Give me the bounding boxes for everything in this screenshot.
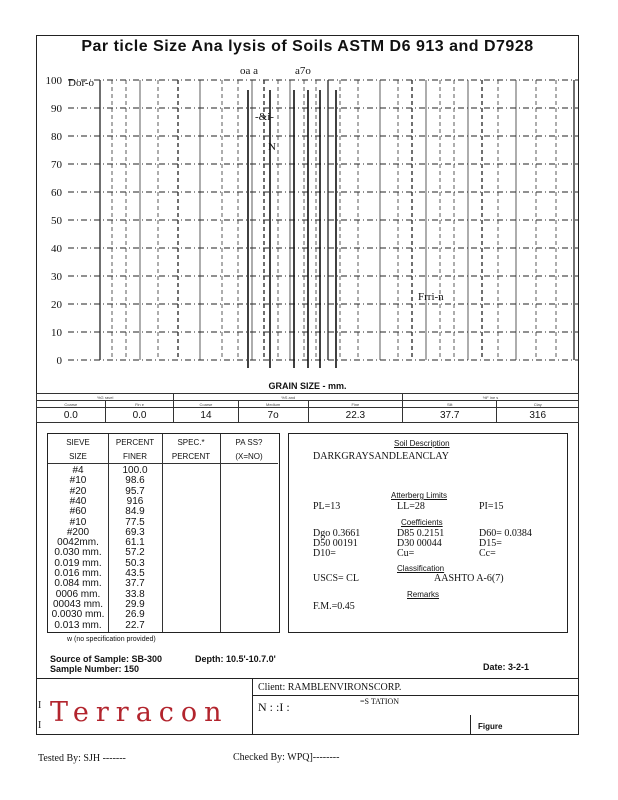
gravel-header: %G ravel xyxy=(37,394,174,401)
percent-finer: 57.2 xyxy=(125,547,145,559)
percent-finer: 916 xyxy=(126,495,144,507)
medium-sand-label: Medium xyxy=(238,401,308,408)
y-tick-label: 60 xyxy=(51,187,62,199)
fine-gravel-label: Fin e xyxy=(105,401,174,408)
percent-finer: 100.0 xyxy=(122,465,148,476)
percent-finer: 77.5 xyxy=(125,516,145,528)
coefficient-value: D60= 0.0384 xyxy=(479,528,532,539)
logo-mark-top: I xyxy=(38,700,42,711)
silt-value: 37.7 xyxy=(403,408,497,423)
sieve-size: 0.019 mm. xyxy=(54,557,102,569)
tested-by: Tested By: SJH ------- xyxy=(38,753,126,764)
y-tick-label: 70 xyxy=(51,159,62,171)
aashto-classification: AASHTO A-6(7) xyxy=(434,573,504,584)
percent-finer: 22.7 xyxy=(125,619,145,631)
sieve-size: #10 xyxy=(69,475,87,487)
clay-label: Clay xyxy=(497,401,579,408)
coefficient-value: Cc= xyxy=(479,548,496,559)
gradation-summary-table xyxy=(36,393,579,423)
sieve-size: 00043 mm. xyxy=(52,598,104,610)
sample-number: Sample Number: 150 xyxy=(50,664,140,674)
sample-depth: Depth: 10.5'-10.7.0' xyxy=(195,654,276,664)
client-rule xyxy=(252,695,579,696)
coefficient-value: Cu= xyxy=(397,548,415,559)
sieve-size: 0042mm. xyxy=(57,537,99,549)
coefficient-value: D30 00044 xyxy=(397,538,442,549)
finer-header: FINER xyxy=(123,452,147,461)
soil-description-label: Soil Description xyxy=(394,439,450,448)
medium-sand-value: 7o xyxy=(238,408,308,423)
y-tick-label: 90 xyxy=(51,103,62,115)
report-title: Par ticle Size Ana lysis of Soils ASTM D6 913 and D7928 xyxy=(81,38,534,55)
y-tick-label: 0 xyxy=(56,355,62,367)
coefficient-value: D85 0.2151 xyxy=(397,528,445,539)
spec-percent-header: PERCENT xyxy=(171,452,211,461)
footer-divider xyxy=(252,678,253,735)
uscs-classification: USCS= CL xyxy=(313,573,359,584)
fineness-modulus: F.M.=0.45 xyxy=(313,601,355,612)
spec-footnote: w (no specification provided) xyxy=(67,636,156,643)
header-rule xyxy=(48,463,278,464)
y-tick-label: 30 xyxy=(51,271,62,283)
coefficient-value: Dgo 0.3661 xyxy=(313,528,361,539)
sample-date: Date: 3-2-1 xyxy=(483,662,530,672)
sieve-header: SIEVE xyxy=(66,438,90,447)
figure-label: Figure xyxy=(478,722,503,731)
fine-sand-value: 22.3 xyxy=(308,408,402,423)
percent-finer: 95.7 xyxy=(125,485,145,497)
sieve-size: #20 xyxy=(69,485,87,497)
percent-finer: 37.7 xyxy=(125,578,145,590)
sieve-size: #4 xyxy=(72,465,84,476)
coarse-sand-label: Coarse xyxy=(174,401,238,408)
grain-size-chart xyxy=(40,60,580,382)
percent-finer: 61.1 xyxy=(125,537,145,549)
sieve-size: #10 xyxy=(69,516,87,528)
sieve-results-table xyxy=(47,433,280,633)
percent-finer: 50.3 xyxy=(125,557,145,569)
clay-value: 316 xyxy=(497,408,579,423)
sieve-size: #40 xyxy=(69,495,87,507)
percent-finer: 43.5 xyxy=(125,568,145,579)
pass-header: PA SS? xyxy=(235,438,263,447)
chart-scan-artifact: -&i- xyxy=(255,111,274,123)
sieve-size: 0.030 mm. xyxy=(54,547,102,559)
liquid-limit: LL=28 xyxy=(397,501,425,512)
atterberg-label: Atterberg Limits xyxy=(391,491,448,500)
sieve-size: 0006 mm. xyxy=(55,588,101,600)
percent-finer: 29.9 xyxy=(125,598,145,610)
percent-finer: 69.3 xyxy=(125,526,145,538)
soil-info-box xyxy=(288,433,568,633)
coarse-gravel-value: 0.0 xyxy=(37,408,106,423)
project-station: =S TATION xyxy=(360,697,400,706)
grain-size-axis-label: GRAIN SIZE - mm. xyxy=(268,381,347,391)
sieve-size: 0.013 mm. xyxy=(54,619,102,631)
sieve-size: #200 xyxy=(66,526,90,538)
sand-header: %S and xyxy=(174,394,403,401)
percent-finer: 26.9 xyxy=(125,609,145,621)
chart-scan-artifact: oa a xyxy=(240,65,259,77)
remarks-label: Remarks xyxy=(407,590,440,599)
percent-finer: 98.6 xyxy=(125,475,145,487)
sample-source: Source of Sample: SB-300 xyxy=(50,654,163,664)
coefficient-value: D50 00191 xyxy=(313,538,358,549)
y-tick-label: 100 xyxy=(45,75,62,87)
size-header: SIZE xyxy=(69,452,87,461)
checked-by: Checked By: WPQ]-------- xyxy=(233,752,340,763)
client-name: Client: RAMBLENVIRONSCORP. xyxy=(258,682,402,693)
figure-divider xyxy=(470,715,471,735)
chart-scan-artifact: N xyxy=(268,141,276,153)
y-tick-label: 20 xyxy=(51,299,62,311)
percent-finer: 84.9 xyxy=(125,506,145,518)
y-tick-label: 50 xyxy=(51,215,62,227)
sieve-size: #60 xyxy=(69,506,87,518)
fine-gravel-value: 0.0 xyxy=(105,408,174,423)
coarse-gravel-label: Coarse xyxy=(37,401,106,408)
chart-scan-artifact: Frri-n xyxy=(418,291,444,303)
spec-header: SPEC.* xyxy=(177,438,205,447)
sieve-size: 0.084 mm. xyxy=(54,578,102,590)
chart-scan-artifact: a7o xyxy=(295,65,311,77)
coefficient-value: D10= xyxy=(313,548,336,559)
coefficient-value: D15= xyxy=(479,538,502,549)
y-tick-label: 40 xyxy=(51,243,62,255)
sieve-size: 0.016 mm. xyxy=(54,568,102,579)
coarse-sand-value: 14 xyxy=(174,408,238,423)
fines-header: %F ine s xyxy=(403,394,579,401)
chart-scan-artifact: Dor-o xyxy=(68,77,95,89)
xno-header: (X=NO) xyxy=(235,452,263,461)
soil-description: DARKGRAYSANDLEANCLAY xyxy=(313,451,449,462)
y-tick-label: 80 xyxy=(51,131,62,143)
fine-sand-label: Fine xyxy=(308,401,402,408)
coefficients-label: Coefficients xyxy=(401,518,443,527)
silt-label: Silt xyxy=(403,401,497,408)
terracon-logo: Terracon xyxy=(50,697,229,728)
plasticity-index: PI=15 xyxy=(479,501,504,512)
logo-mark-bottom: I xyxy=(38,720,42,731)
plastic-limit: PL=13 xyxy=(313,501,341,512)
sieve-size: 0.0030 mm. xyxy=(51,609,105,621)
percent-finer: 33.8 xyxy=(125,588,145,600)
project-name: N : :I : xyxy=(258,700,290,714)
footer-rule xyxy=(36,678,579,679)
y-tick-label: 10 xyxy=(51,327,62,339)
classification-label: Classification xyxy=(397,564,445,573)
percent-header: PERCENT xyxy=(115,438,155,447)
